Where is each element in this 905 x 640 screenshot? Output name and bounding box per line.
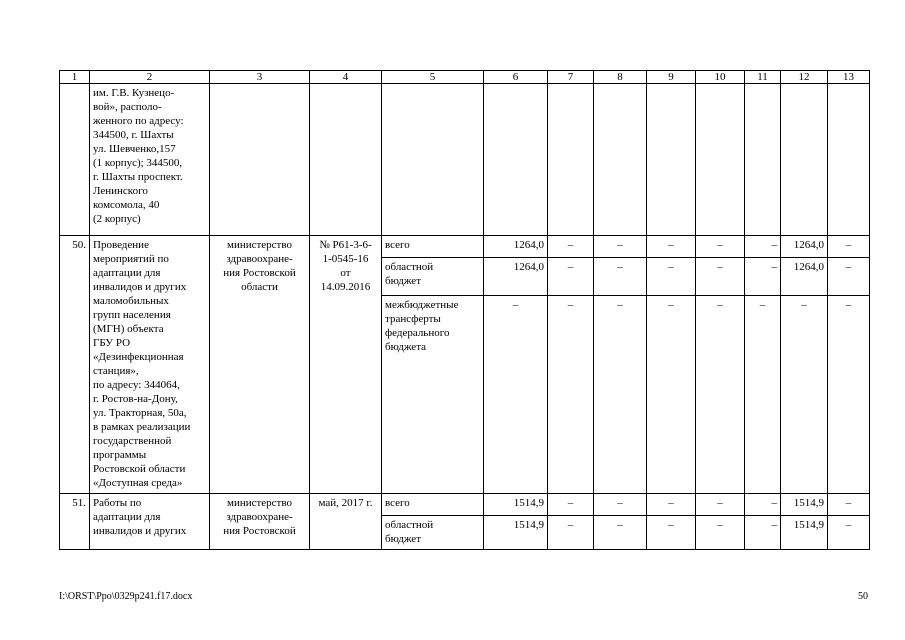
value-cell: 1264,0 [781, 236, 828, 258]
object-name-cell: Проведение мероприятий по адаптации для инвалидов и других маломобильных групп населения (МГН) объекта ГБУ РО «Дезинфекционная станция», по адресу: 344064, г. Ростов-на-Дону, ул. Тракторная, 50а, в рамках реализации государственной программы Ростовской области «Доступная среда» [90, 236, 210, 494]
col-header: 3 [210, 71, 310, 84]
value-cell: – [548, 296, 594, 494]
value-cell: – [828, 516, 870, 550]
value-cell: – [647, 236, 696, 258]
value-cell: – [594, 494, 647, 516]
source-cell: всего [382, 236, 484, 258]
program-table [59, 70, 870, 550]
col-header: 1 [60, 71, 90, 84]
value-cell: – [696, 296, 745, 494]
value-cell: – [594, 516, 647, 550]
continuation-row [60, 84, 870, 236]
value-cell: – [696, 494, 745, 516]
value-cell: – [647, 494, 696, 516]
value-cell: – [828, 258, 870, 296]
col-header: 13 [828, 71, 870, 84]
value-cell: – [647, 296, 696, 494]
page-number: 50 [858, 591, 868, 602]
value-cell: – [647, 258, 696, 296]
value-cell: – [745, 296, 781, 494]
table-row [60, 494, 870, 516]
col-header: 12 [781, 71, 828, 84]
col-header: 9 [647, 71, 696, 84]
object-name-cell: им. Г.В. Кузнецо- вой», располо- женного по адресу: 344500, г. Шахты ул. Шевченко,157 (1 корпус); 344500, г. Шахты проспект. Ленинского комсомола, 40 (2 корпус) [90, 84, 210, 236]
source-cell: межбюджетные трансферты федерального бюджета [382, 296, 484, 494]
value-cell: – [745, 236, 781, 258]
value-cell: – [828, 296, 870, 494]
value-cell: – [745, 494, 781, 516]
value-cell: – [484, 296, 548, 494]
value-cell: – [696, 236, 745, 258]
value-cell: 1514,9 [781, 516, 828, 550]
source-cell [382, 84, 484, 236]
executor-cell [210, 84, 310, 236]
value-cell: – [745, 258, 781, 296]
source-cell: областной бюджет [382, 516, 484, 550]
col-header: 6 [484, 71, 548, 84]
value-cell: – [594, 258, 647, 296]
value-cell: – [828, 236, 870, 258]
col-header: 11 [745, 71, 781, 84]
value-cell: 1264,0 [781, 258, 828, 296]
value-cell: – [781, 296, 828, 494]
value-cell: – [548, 258, 594, 296]
value-cell: 1514,9 [484, 494, 548, 516]
num-cell [60, 84, 90, 236]
column-number-row [60, 71, 870, 84]
value-cell: – [594, 296, 647, 494]
value-cell: 1514,9 [484, 516, 548, 550]
value-cell: – [548, 516, 594, 550]
value-cell: – [696, 516, 745, 550]
doc-cell: № Р61-3-6- 1-0545-16 от 14.09.2016 [310, 236, 382, 494]
item-number: 50. [60, 236, 90, 494]
value-cell: 1264,0 [484, 258, 548, 296]
item-number: 51. [60, 494, 90, 550]
doc-cell [310, 84, 382, 236]
value-cell: – [548, 494, 594, 516]
col-header: 2 [90, 71, 210, 84]
col-header: 7 [548, 71, 594, 84]
col-header: 10 [696, 71, 745, 84]
source-cell: областной бюджет [382, 258, 484, 296]
value-cell: – [548, 236, 594, 258]
object-name-cell: Работы по адаптации для инвалидов и других [90, 494, 210, 550]
executor-cell: министерство здравоохране- ния Ростовской [210, 494, 310, 550]
value-cell: 1264,0 [484, 236, 548, 258]
col-header: 8 [594, 71, 647, 84]
executor-cell: министерство здравоохране- ния Ростовской области [210, 236, 310, 494]
source-cell: всего [382, 494, 484, 516]
col-header: 5 [382, 71, 484, 84]
value-cell: – [828, 494, 870, 516]
file-path: I:\ORST\Ppo\0329p241.f17.docx [59, 591, 193, 602]
value-cell: 1514,9 [781, 494, 828, 516]
col-header: 4 [310, 71, 382, 84]
value-cell: – [594, 236, 647, 258]
value-cell: – [647, 516, 696, 550]
doc-cell: май, 2017 г. [310, 494, 382, 550]
value-cell: – [696, 258, 745, 296]
table-row [60, 236, 870, 258]
value-cell: – [745, 516, 781, 550]
